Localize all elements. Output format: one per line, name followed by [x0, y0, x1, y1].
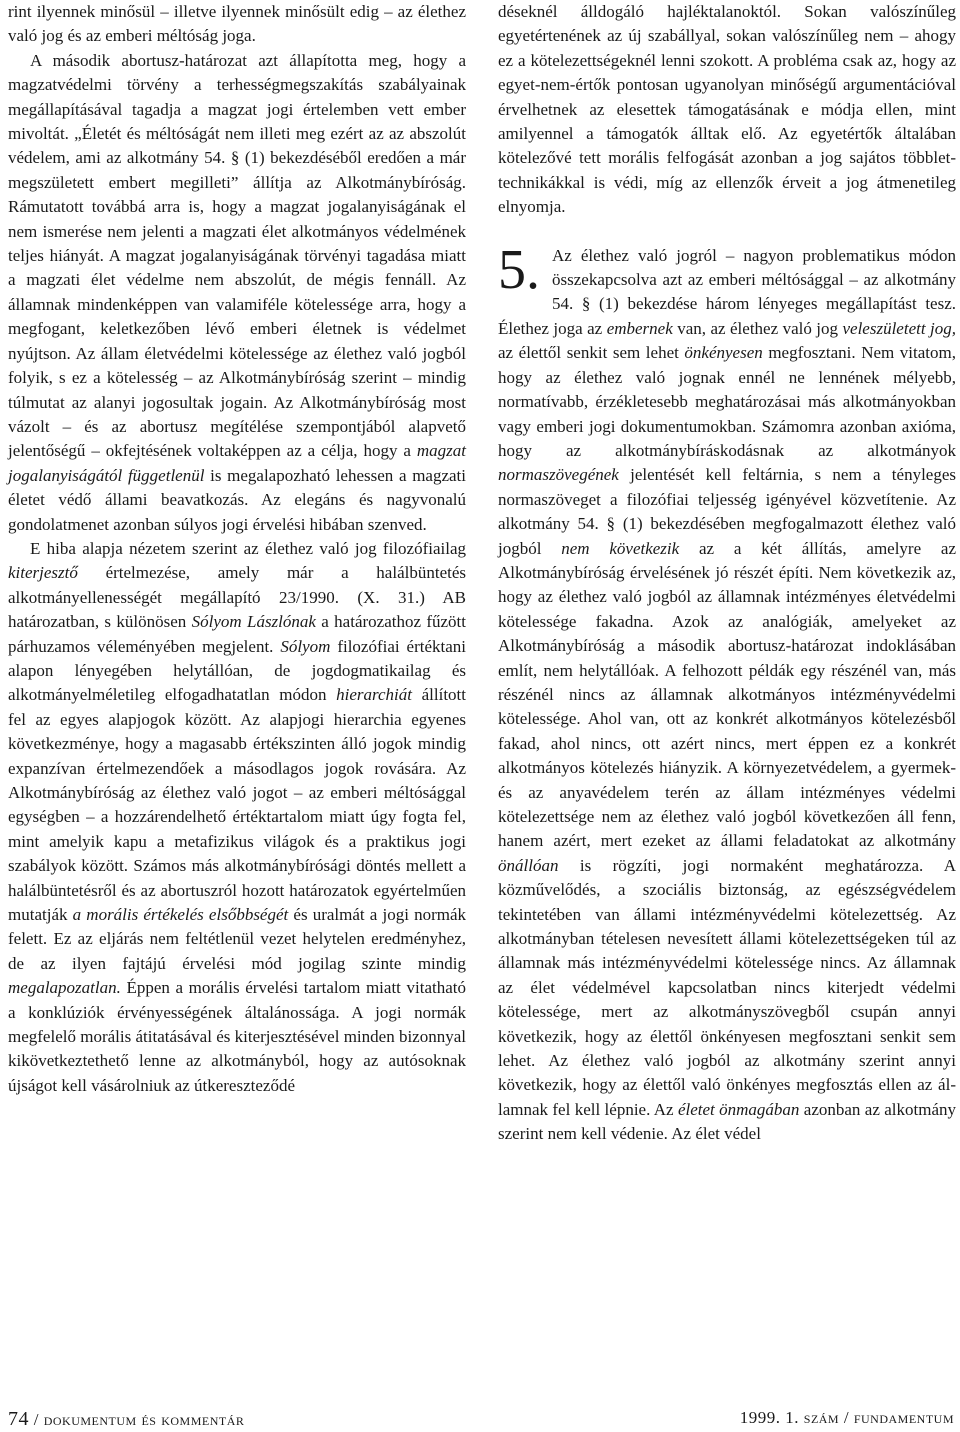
italic-phrase: kiterjesztő	[8, 563, 78, 583]
paragraph: rint ilyennek minősül – illetve ilyennek minősült edig – az élethez való jog és az emberi méltóság joga.	[8, 2, 466, 46]
page-number: 74	[8, 1408, 29, 1430]
italic-phrase: megalapozatlan.	[8, 978, 121, 998]
paragraph: déseknél álldogáló hajléktalanoktól. Sokan valószínűleg egyetértenének az új szabállyal, sokan valószínűleg nem – ahogy ez a kötelezettségeknél lenni szokott. A probléma csak az, hogy az egyet-nem-értők pontosan ugyanolyan minőségű argumentációval érvelhetnek az elesettek támogatásának e módja ellen, mint amilyennel a támogatók álltak elő. Az egyetértők általában kötelezővé tett morális felfogását azonban a jog sajátos többlet-technikákkal is védi, míg az ellenzők érveit a jog átmenetileg elnyomja.	[498, 2, 956, 217]
italic-phrase: embernek	[606, 318, 673, 338]
italic-phrase: magzat jogalanyiságától függetlenül	[8, 441, 466, 485]
footer-left	[8, 1408, 244, 1431]
italic-phrase: önkényesen	[684, 343, 763, 363]
paragraph: A második abortusz-határozat azt állapította meg, hogy a magzatvédelmi törvény a terhességmegszakítás szabályainak megállapításával tagadja a magzat jogi értelemben vett ember mivoltát. „Életét és méltóságát nem illeti meg ezért az az abszolút védelem, ami az alkotmány 54. § (1) bekezdéséből eredően a már megszületett embert megilleti” állítja az Alkotmánybíróság. Rámutatott továbbá arra is, hogy a magzat jogalanyiságának el nem ismerése nem jelenti a magzati élet alkotmányos védelmének teljes hiányát. A magzat jogalanyiságának törvényi tagadása miatt a magzati élet védelme nem abszolút, de mégis fennáll. Az államnak mindenképpen van valamiféle kötelessége arra, hogy a megfogant, keletkezőben lévő emberi életnek is védelmet nyújtson. Az állam életvédelmi kötelessége az élethez való jogból folyik, s ez a kötelesség – az Alkotmánybíróság szerint – mindig túlmutat az alanyi jogosultak jogain. Az Alkotmánybíróság most vázolt – és az abortusz megítélése szempontjából alapvető jelentőségű – okfejtésének voltaképpen az a célja, hogy a magzat jogalanyiságától függetlenül is megalapozható lehessen a magzati életet védő állami beavatkozás. Az elegáns és nagyvonalú gondolatmenet azonban súlyos jogi érvelési hibában szenved.	[8, 50, 467, 534]
italic-phrase: hierarchiát	[336, 685, 412, 705]
paragraph: E hiba alapja nézetem szerint az élethez való jog filozófiailag kiterjesztő értelmezése, amely már a halálbüntetés alkotmányellenességét megállapító 23/1990. (X. 31.) AB határozatban, s különösen Sólyom Lászlónak a határozathoz fűzött párhuzamos véleményében megjelent. Sólyom filozófiai értéktani alapon lényegében helytállóan, de jogdogmatikailag és alkotmányelméletileg elfogadhatatlan módon hierarchiát állított fel az egyes alapjogok között. Az alapjogi hierarchia egyenes következménye, hogy a magasabb értékszinten álló jogok mindig expanzívan értelmezendőek a másodlagos jogok rovására. Az Alkotmánybíróság az élethez való jogot – az emberi méltósággal egységben – a hozzárendelhető értéktartalom miatt úgy fogta fel, mint amelyik kapu a metafizikus világok és a praktikus jogi szabályok között. Számos más alkotmánybírósági döntés mellett a halálbüntetésről és az abortuszról hozott határozatok egyértelműen mutatják a morális értékelés elsőbbségét és uralmát a jogi normák felett. Ez az eljárás nem feltétlenül vezet helytelen eredményhez, de az ilyen fajtájú érvelési mód jogilag szinte mindig megalapozatlan. Éppen a morális érvelési tartalom miatt vitatható a konklúziók érvényességének általánossága. A jogi normák megfelelő morális átitatásával és kiterjesztésével minden bizonnyal kikövetkeztethető lenne az alkotmányból, hogy az autósoknak újságot kell vásárolniuk az útkereszteződé	[8, 538, 467, 1095]
right-column	[498, 0, 956, 1147]
page-footer	[0, 1408, 960, 1432]
italic-phrase: nem következik	[561, 538, 680, 558]
italic-phrase: Sólyom Lászlónak	[191, 612, 316, 632]
section-title: / dokumentum és kommentár	[33, 1410, 245, 1429]
section-number: 5.	[498, 238, 540, 301]
italic-phrase: Sólyom	[280, 636, 331, 656]
left-column	[8, 0, 466, 1098]
section-5	[498, 238, 957, 1147]
italic-phrase: veleszületett jog,	[842, 318, 956, 338]
paragraph: Az élethez való jogról – nagyon problematikus módon összekapcsolva azt az emberi méltósággal – az alkotmány 54. § (1) bekezdése három lényeges megállapítást tesz. Élethez joga az embernek van, az élethez való jog veleszületett jog, az élettől senkit sem lehet önkényesen megfosztani. Nem vitatom, hogy az élethez való jognak ennél ne lennének mélyebb, normatívabb, érzékletesebb meghatározásai más alkotmányokban vagy emberi jogi dokumentumokban. Számomra azonban axióma, hogy az alkotmánybíráskodásnak az alkotmányok normaszövegének jelentését kell feltárnia, s nem a tényleges normaszöveget a filozófiai teljesség igényével közvetítenie. Az alkotmány 54. § (1) bekezdésében megfogalmazott élethez való jogból nem következik az a két állítás, amelyre az Alkotmánybíróság érvelésének jó részét építi. Nem következik az, hogy az élethez való jogból az államnak intézményes életvédelmi kötelessége fakadna. Azok az analógiák, amelyeket az Alkotmánybíróság a második abortusz-határozat indoklásában említ, nem helytállóak. A felhozott példák egy részénél van, más részénél nincs az államnak alkotmányos intézményvédelmi kötelessége. Ahol van, ott az konkrét alkotmányos kötelezésből fakad, ahol nincs, ott azért nincs, mert éppen ez a konkrét alkotmányos kötelezés hiányzik. A környezetvédelem, a gyermek- és az anyavédelem terén az állam intézményes védelmi kötelezettsége nem az élethez való jogból következően áll fenn, hanem azért, mert ezeket az állami feladatokat az alkotmány önállóan is rögzíti, jogi normaként meghatározza. A közművelődés, a szociális biztonság, az egészségvédelem tekintetében van állami intézményvédelmi kötelezettség. Az alkotmányban tételesen nevesített állami kötelezettségeken túl az államnak más intézményvédelmi kötelessége nincs. Az államnak az élet védelmével kapcsolatban nincs kiterjedt védelmi kötelessége, mert az alkotmányszövegből csupán annyi következik, hogy az élettől önkényesen megfosztani senkit sem lehet. Az élethez való jogból az alkotmány szerint annyi következik, hogy az élettől való önkényes megfosztás ellen az államnak fel kell lépnie. Az életet önmagában azonban az alkotmány szerint nem kell védenie. Az élet védel	[498, 245, 957, 1144]
italic-phrase: önállóan	[498, 855, 559, 875]
issue-info: 1999. 1. szám / fundamentum	[739, 1408, 954, 1427]
italic-phrase: normaszövegének	[498, 465, 619, 485]
italic-phrase: életet önmagában	[677, 1099, 800, 1119]
italic-phrase: a morális értékelés elsőbbségét	[72, 905, 289, 925]
